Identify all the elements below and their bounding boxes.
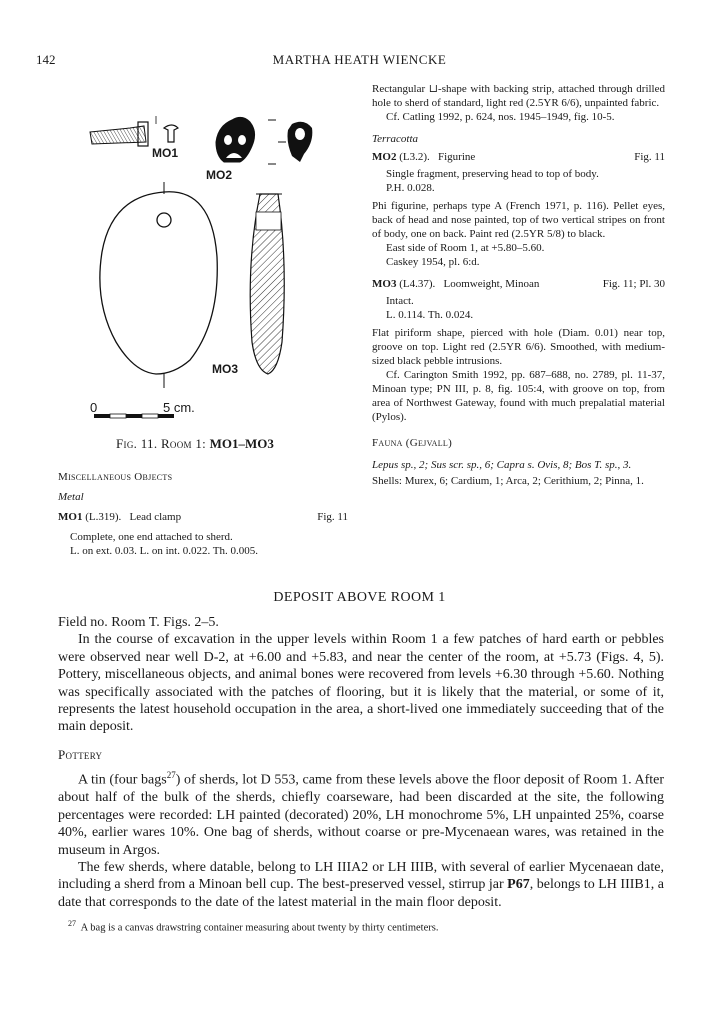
terracotta-heading: Terracotta <box>372 133 419 145</box>
paragraph-2: A tin (four bags$^{27}$) of sherds, lot D 553, came from these levels above the floor deposit of Room 1. After about half of the bulk of the sherds, chiefly coarseware, had been discarded at the site, the following percentages were recorded: LH painted (decorated) 20%, LH monochrome 5%, LH unpainted 25%, coarse 40%, earlier wares 10%. One bag of sherds, without coarse or pre-Mycenaean wares, was retained in the museum in Argos. <box>58 770 665 858</box>
mo3-line-1: Intact. <box>386 295 414 307</box>
deposit-title: DEPOSIT ABOVE ROOM 1 <box>273 590 446 605</box>
scale-bar <box>94 414 174 418</box>
mo3-line-2: L. 0.114. Th. 0.024. <box>386 309 474 321</box>
mo2-reference: Caskey 1954, pl. 6:d. <box>386 256 480 268</box>
mo1-line-1: Complete, one end attached to sherd. <box>70 531 233 543</box>
label-mo1: MO1 <box>152 146 179 160</box>
paragraph-3: The few sherds, where datable, belong to LH IIIA2 or LH IIIB, with several of earlier Mycenaean date, including a sherd from a Minoan bell cup. The best-preserved vessel, stirrup jar P67, belongs to LH IIIB1, a date that corresponds to the date of the latest material in the main floor deposit. <box>58 859 664 910</box>
deposit-body <box>58 614 664 935</box>
label-mo3: MO3 <box>212 362 239 376</box>
paragraph-1: In the course of excavation in the upper levels within Room 1 a few patches of hard earth or pebbles were observed near well D-2, at +6.00 and +5.83, and near the center of the room, at +5.73 (Figs. 4, 5). Pottery, miscellaneous objects, and animal bones were recovered from levels +6.30 through +5.60. Nothing was specifically associated with the patches of flooring, but it is likely that the material, or some of it, represents the latest household occupation in the area, a short-lived one immediately succeeding that of the main deposit. <box>58 632 664 735</box>
field-line: Field no. Room T. Figs. 2–5. <box>58 615 219 630</box>
mo3-description: Flat piriform shape, pierced with hole (Diam. 0.01) near top, groove on top. Light red (2.5YR 6/6). Smoothed, with medium-sized black pebble intrusions. <box>372 327 665 367</box>
entry-mo2: MO2 (L3.2). Figurine Fig. 11 <box>372 151 665 163</box>
footnote: $^{27}$ A bag is a canvas drawstring container measuring about twenty by thirty centimeters. <box>68 919 439 934</box>
scale-five: 5 cm. <box>163 400 195 415</box>
section-heading: Miscellaneous Objects <box>58 471 173 483</box>
mo1-description: Rectangular ⊔-shape with backing strip, attached through drilled hole to sherd of standard, light red (2.5YR 6/6), unpainted fabric. <box>372 83 665 109</box>
entry-mo1: MO1 (L.319). Lead clamp Fig. 11 <box>58 511 348 523</box>
mo1-line-2: L. on ext. 0.03. L. on int. 0.022. Th. 0.005. <box>70 545 259 557</box>
label-mo2: MO2 <box>206 168 233 182</box>
scale-zero: 0 <box>90 400 98 415</box>
mo1-cf: Cf. Catling 1992, p. 624, nos. 1945–1949, fig. 10-5. <box>386 111 615 123</box>
mo2-figurine-drawing <box>216 117 312 164</box>
fauna-heading: Fauna (Gejvall) <box>372 437 453 449</box>
shells-line: Shells: Murex, 6; Cardium, 1; Arca, 2; Cerithium, 2; Pinna, 1. <box>372 475 644 487</box>
page-number: 142 <box>36 52 56 67</box>
mo3-loomweight-front <box>100 182 217 388</box>
mo1-clamp-drawing <box>90 116 178 146</box>
mo2-description: Phi figurine, perhaps type A (French 1971, p. 116). Pellet eyes, back of head and nose painted, top of two vertical stripes on front of body, one on back. Paint red (2.5YR 5/8) to black. <box>372 200 665 240</box>
mo3-loomweight-side <box>250 194 284 374</box>
mo2-location: East side of Room 1, at +5.80–5.60. <box>386 242 545 254</box>
mo2-line-2: P.H. 0.028. <box>386 182 435 194</box>
figure-11-drawing <box>82 112 352 432</box>
fauna-line: Lepus sp., 2; Sus scr. sp., 6; Capra s. Ovis, 8; Bos T. sp., 3. <box>372 459 632 471</box>
entry-mo3: MO3 (L4.37). Loomweight, Minoan Fig. 11; Pl. 30 <box>372 278 665 290</box>
mo3-cf: Cf. Carington Smith 1992, pp. 687–688, no. 2789, pl. 11-37, Minoan type; PN III, p. 8, fig. 105:4, with groove on top, from area of Northwest Gateway, found with much prepalatial material (Pylos). <box>372 369 665 423</box>
mo2-line-1: Single fragment, preserving head to top of body. <box>386 168 599 180</box>
subheading-metal: Metal <box>58 491 84 503</box>
left-column <box>58 470 348 558</box>
running-title: MARTHA HEATH WIENCKE <box>272 52 447 67</box>
figure-caption: Fig. 11. Room 1: MO1–MO3 <box>116 436 274 451</box>
pottery-heading: Pottery <box>58 746 103 762</box>
right-column <box>372 82 665 488</box>
